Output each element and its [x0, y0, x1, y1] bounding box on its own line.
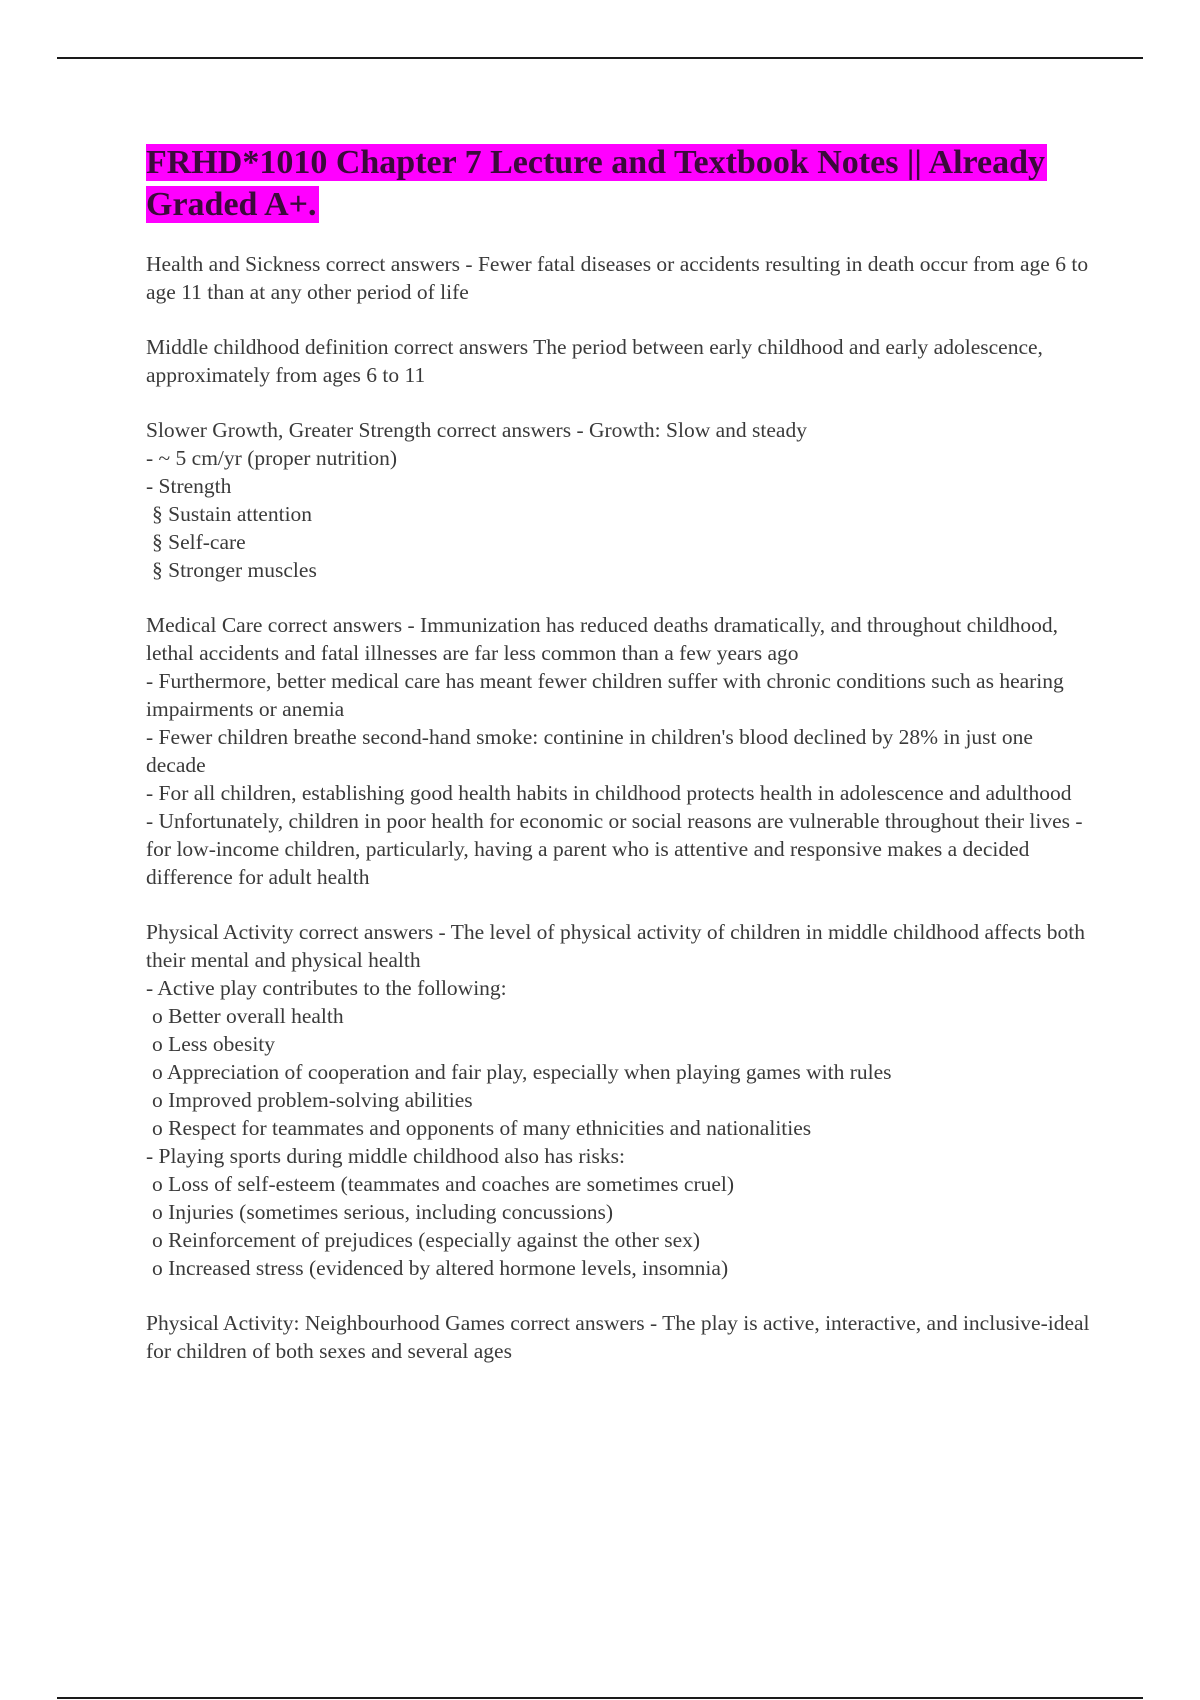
note-sub-bullet: o Loss of self-esteem (teammates and coaches are sometimes cruel) — [152, 1172, 735, 1196]
note-sub-bullet: o Injuries (sometimes serious, including concussions) — [152, 1200, 613, 1224]
note-sub-bullet: § Stronger muscles — [152, 558, 317, 582]
note-bullet: - Strength — [146, 474, 232, 498]
note-line: Health and Sickness correct answers - Fewer fatal diseases or accidents resulting in death occur from age 6 to age 11 than at any other period of life — [146, 252, 1094, 304]
note-bullet: - Unfortunately, children in poor health for economic or social reasons are vulnerable throughout their lives - for low-income children, particularly, having a parent who is attentive and responsive makes a decided difference for adult health — [146, 809, 1088, 889]
note-sub-bullet: o Better overall health — [152, 1004, 344, 1028]
note-line: Physical Activity: Neighbourhood Games correct answers - The play is active, interactive, and inclusive-ideal for children of both sexes and several ages — [146, 1311, 1095, 1363]
page-top-rule — [57, 57, 1143, 59]
note-sub-bullet: o Respect for teammates and opponents of many ethnicities and nationalities — [152, 1116, 812, 1140]
note-sub-bullet: o Improved problem-solving abilities — [152, 1088, 473, 1112]
note-middle-childhood-definition — [146, 333, 1096, 389]
note-sub-bullet: § Sustain attention — [152, 502, 313, 526]
note-physical-activity — [146, 918, 1096, 1282]
document-title — [146, 142, 1096, 226]
note-neighbourhood-games — [146, 1309, 1096, 1365]
note-sub-bullet: o Increased stress (evidenced by altered hormone levels, insomnia) — [152, 1256, 729, 1280]
note-bullet: - Furthermore, better medical care has meant fewer children suffer with chronic conditions such as hearing impairments or anemia — [146, 669, 1070, 721]
note-line: Middle childhood definition correct answers The period between early childhood and early adolescence, approximately from ages 6 to 11 — [146, 335, 1049, 387]
note-bullet: - ~ 5 cm/yr (proper nutrition) — [146, 446, 398, 470]
note-sub-bullet: o Reinforcement of prejudices (especially against the other sex) — [152, 1228, 701, 1252]
note-bullet: - Active play contributes to the following: — [146, 976, 507, 1000]
note-medical-care — [146, 611, 1096, 891]
note-line: Physical Activity correct answers - The level of physical activity of children in middle childhood affects both their mental and physical health — [146, 920, 1091, 972]
note-bullet: - Playing sports during middle childhood also has risks: — [146, 1144, 625, 1168]
note-sub-bullet: o Appreciation of cooperation and fair play, especially when playing games with rules — [152, 1060, 892, 1084]
document-title-highlight: FRHD*1010 Chapter 7 Lecture and Textbook Notes || Already Graded A+. — [146, 144, 1046, 223]
note-bullet: - Fewer children breathe second-hand smoke: continine in children's blood declined by 28% in just one decade — [146, 725, 1039, 777]
document-body — [146, 142, 1096, 1392]
note-line: Slower Growth, Greater Strength correct answers - Growth: Slow and steady — [146, 418, 807, 442]
note-sub-bullet: o Less obesity — [152, 1032, 276, 1056]
note-line: Medical Care correct answers - Immunization has reduced deaths dramatically, and throughout childhood, lethal accidents and fatal illnesses are far less common than a few years ago — [146, 613, 1064, 665]
note-slower-growth — [146, 416, 1096, 584]
note-bullet: - For all children, establishing good health habits in childhood protects health in adolescence and adulthood — [146, 781, 1072, 805]
note-health-and-sickness — [146, 250, 1096, 306]
page-bottom-rule — [57, 1697, 1143, 1699]
note-sub-bullet: § Self-care — [152, 530, 246, 554]
